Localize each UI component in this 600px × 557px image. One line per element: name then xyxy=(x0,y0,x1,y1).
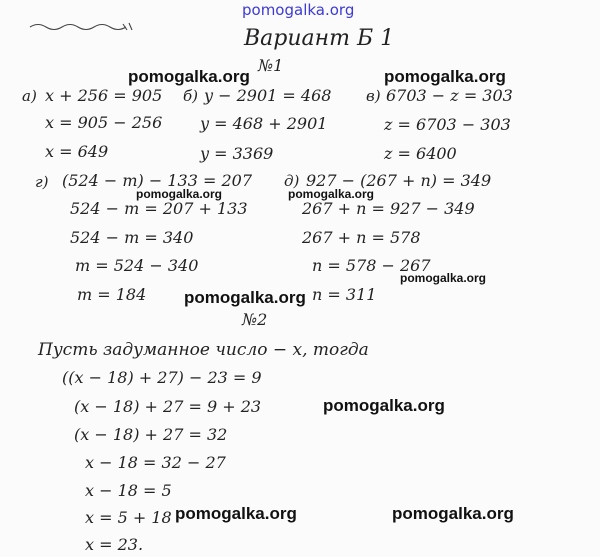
task1-a-line: x = 905 − 256 xyxy=(45,113,163,132)
task1-b-line: y − 2901 = 468 xyxy=(204,86,332,105)
task1-d-line: 267 + n = 578 xyxy=(302,228,421,247)
task2-line: x − 18 = 32 − 27 xyxy=(85,453,226,472)
watermark: pomogalka.org xyxy=(288,187,375,201)
task2-number: №2 xyxy=(242,310,268,329)
task1-b-line: y = 468 + 2901 xyxy=(200,114,328,133)
task1-v-label: в) xyxy=(366,87,381,105)
task1-d-line: 267 + n = 927 − 349 xyxy=(302,199,475,218)
task1-d-line: 927 − (267 + n) = 349 xyxy=(306,171,492,190)
task2-line: x = 23. xyxy=(85,535,144,554)
watermark: pomogalka.org xyxy=(323,396,445,415)
task1-g-line: 524 − m = 340 xyxy=(70,228,194,247)
watermark: pomogalka.org xyxy=(392,504,514,523)
task1-b-line: y = 3369 xyxy=(200,144,274,163)
task2-line: (x − 18) + 27 = 9 + 23 xyxy=(74,397,262,416)
watermark: pomogalka.org xyxy=(384,67,506,86)
task1-g-label: г) xyxy=(35,173,49,191)
watermark: pomogalka.org xyxy=(136,187,223,201)
watermark: pomogalka.org xyxy=(184,288,306,307)
task1-v-line: z = 6703 − 303 xyxy=(384,115,511,134)
task1-v-line: z = 6400 xyxy=(384,144,457,163)
task1-d-label: д) xyxy=(284,172,300,190)
scribble-mark xyxy=(28,18,138,34)
task1-g-line: m = 524 − 340 xyxy=(75,256,199,275)
task2-line: (x − 18) + 27 = 32 xyxy=(74,425,228,444)
task1-v-line: 6703 − z = 303 xyxy=(386,86,513,105)
task2-line: x − 18 = 5 xyxy=(85,481,172,500)
task1-d-line: n = 311 xyxy=(312,285,377,304)
task1-g-line: 524 − m = 207 + 133 xyxy=(70,199,248,218)
task1-g-line: (524 − m) − 133 = 207 xyxy=(62,171,253,190)
task1-d-line: n = 578 − 267 xyxy=(312,256,431,275)
task1-a-label: а) xyxy=(22,87,37,105)
task1-a-line: x + 256 = 905 xyxy=(45,86,163,105)
task1-number: №1 xyxy=(258,56,284,75)
task2-line: ((x − 18) + 27) − 23 = 9 xyxy=(62,368,262,387)
task1-b-label: б) xyxy=(183,87,199,105)
watermark-top: pomogalka.org xyxy=(242,1,355,19)
task1-g-line: m = 184 xyxy=(77,285,147,304)
watermark: pomogalka.org xyxy=(128,67,250,86)
watermark: pomogalka.org xyxy=(175,504,297,523)
variant-title: Вариант Б 1 xyxy=(244,26,395,51)
task2-line: x = 5 + 18 xyxy=(85,508,172,527)
task2-intro: Пусть задуманное число − x, тогда xyxy=(38,340,369,360)
watermark: pomogalka.org xyxy=(400,271,487,285)
task1-a-line: x = 649 xyxy=(45,142,109,161)
